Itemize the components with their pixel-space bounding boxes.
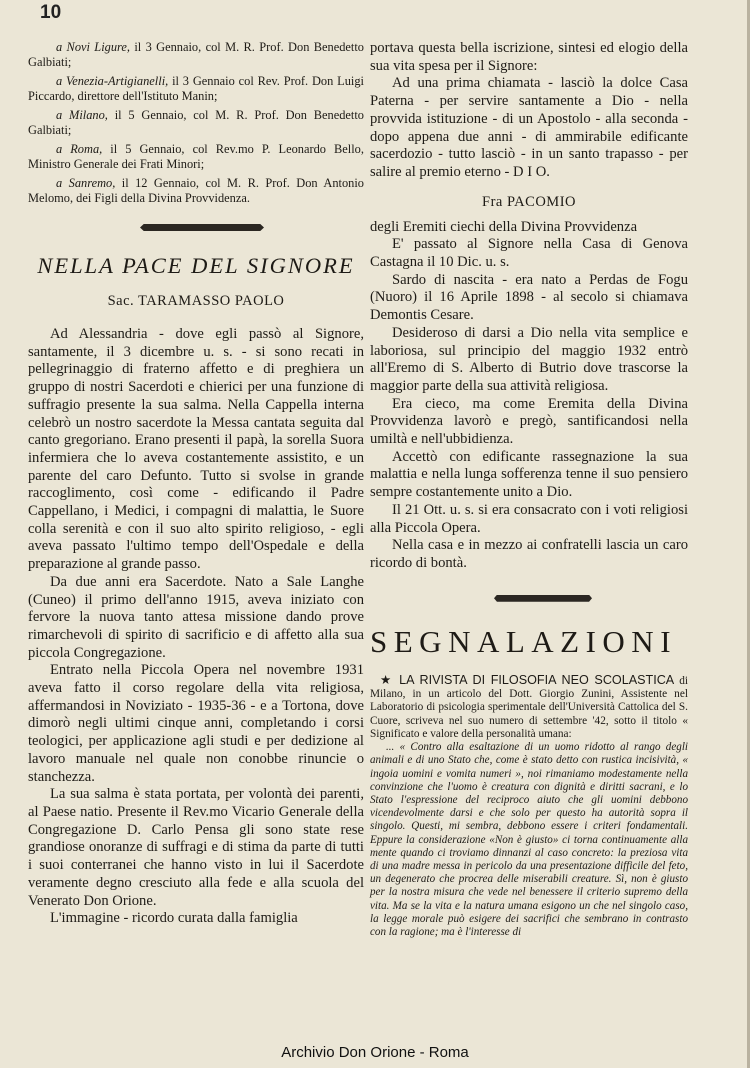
obituary2-paragraph: Nella casa e in mezzo ai confratelli lascia un caro ricordo di bontà. (370, 537, 688, 571)
segnalazioni-quote: ... « Contro alla esaltazione di un uomo ridotto al rango degli animali e di uno Stato che, come è stato detto con rustica incisività, « ingoia uomini e vomita numeri », noi rimaniamo modestamente nella convinzione che l'uomo è creatura con dignità e diritti sacrani, e lo Stato l'espressione del reciproco aiuto che gli uomini debbono vicendevolmente darsi e che solo per questo ha autorità sopra il singolo. Questi, mi sembra, debbono essere i criteri fondamentali. Eppure la considerazione «Non è giusto» ci torna continuamente alla mente quando ci troviamo dinnanzi al caso concreto: la preziosa vita di una madre messa in pericolo da una presentazione difficile del feto, un degenerato che procrea delle miserabili creature. Sì, non è giusto per la nostra misura che vede nel benessere il criterio supremo della vita. Ma se la vita e la natura umana esigono un che nel singolo caso, la legge morale può esigere dei sacrifici che sembrano in contrasto con la ragione; ma è l'interesse di (370, 741, 688, 939)
obituary2-paragraph: Il 21 Ott. u. s. si era consacrato con i voti religiosi alla Piccola Opera. (370, 501, 688, 536)
obituary2-name: Fra PACOMIO (482, 193, 576, 210)
event-item: a Novi Ligure, il 3 Gennaio, col M. R. Prof. Don Benedetto Galbiati; (28, 40, 364, 69)
obituary-paragraph: Ad Alessandria - dove egli passò al Signore, santamente, il 3 dicembre u. s. - si sono recati in pellegrinaggio di fraterno affetto e di preghiera un gruppo di nostri Sacerdoti e chierici per una funzione di suffragio presente la sua salma. Nella Cappella interna celebrò un nostro sacerdote la Messa cantata seguita dal canto gregoriano. Erano presenti il papà, la sorella Suora infermiera che lo aveva costantemente assistito, e un parente del caro Defunto. Tutto si svolse in grande raccoglimento, così come - edificando il Padre Cappellano, i Medici, i compagni di malattia, le Suore colla serenità e con il suo alto spirito religioso, - egli aveva passato l'ultimo tempo dell'Ospedale e della preparazione al grande passo. (28, 326, 364, 573)
obituary2-paragraph: Era cieco, ma come Eremita della Divina Provvidenza lavorò e pregò, santificandosi nella umiltà e nell'ubbidienza. (370, 395, 688, 448)
obituary-paragraph: Da due anni era Sacerdote. Nato a Sale Langhe (Cuneo) il primo dell'anno 1915, aveva iniziato con fervore la nuova tanto attesa missione dando prove rimarchevoli di spirito di sacrificio e di affetto alla sua piccola Congregazione. (28, 573, 364, 661)
right-column (370, 40, 688, 939)
obituary-continuation: portava questa bella iscrizione, sintesi ed elogio della sua vita spesa per il Signore: (370, 40, 688, 74)
obituary-paragraph: L'immagine - ricordo curata dalla famiglia (50, 910, 298, 927)
obituary-title: NELLA PACE DEL SIGNORE (37, 253, 355, 278)
events-list (28, 40, 364, 206)
obituary-paragraph: La sua salma è stata portata, per volontà dei parenti, al Paese natio. Presente il Rev.mo Vicario Generale della Congregazione D. Carlo Pensa gli sono state rese grandiose onoranze di suffragi e di stima da parte di tutti i suoi conterranei che hanno visto in lui il Sacerdote veramente degno cresciuto alla fede e alla scuola del Venerato Don Orione. (28, 786, 364, 909)
obituary2-paragraph: E' passato al Signore nella Casa di Genova Castagna il 10 Dic. u. s. (370, 236, 688, 271)
event-item: a Sanremo, il 12 Gennaio, col M. R. Prof. Don Antonio Melomo, dei Figli della Divina Provvidenza. (28, 176, 364, 205)
obituary-inscription: Ad una prima chiamata - lasciò la dolce Casa Paterna - per servire santamente a Dio - nella provvida istituzione - di un Apostolo - alla seconda - dopo appena due anni - di ammirabile edificante sacerdozio - tutto lasciò - in un santo trapasso - per salire al premio eterno - D I O. (370, 75, 688, 180)
page-number: 10 (40, 2, 62, 23)
obituary2-paragraph: degli Eremiti ciechi della Divina Provvidenza (370, 218, 638, 235)
obituary-paragraph: Entrato nella Piccola Opera nel novembre 1931 aveva fatto il corso regolare della vita religiosa, affermandosi in Noviziato - 1935-36 - e a Tortona, dove dimorò negli ultimi cinque anni, completando i corsi teologici, per applicazione agli studi e per dedizione al lavoro manuale nel quale non conobbe rinuncie o stanchezza. (28, 662, 364, 785)
obituary2-paragraph: Desideroso di darsi a Dio nella vita semplice e laboriosa, sul principio del maggio 1932 entrò all'Eremo di S. Alberto di Butrio dove trascorse la maggior parte della sua attività religiosa. (370, 324, 688, 394)
segnalazioni-lead: ★ LA RIVISTA DI FILOSOFIA NEO SCOLASTICA (380, 672, 675, 687)
event-item: a Venezia-Artigianelli, il 3 Gennaio col Rev. Prof. Don Luigi Piccardo, direttore dell'Istituto Manin; (28, 74, 364, 103)
segnalazioni-title: SEGNALAZIONI (370, 623, 678, 659)
segnalazioni-intro: ★ LA RIVISTA DI FILOSOFIA NEO SCOLASTICA di Milano, in un articolo del Dott. Giorgio Zunini, Assistente nel Laboratorio di psicologia sperimentale dell'Università Cattolica del S. Cuore, scriveva nel suo numero di settembre '42, sotto il titolo « Significato e valore della personalità umana: (370, 672, 688, 740)
left-column (28, 40, 364, 928)
ornament-divider (494, 595, 592, 602)
event-item: a Roma, il 5 Gennaio, col Rev.mo P. Leonardo Bello, Ministro Generale dei Frati Minori; (28, 142, 364, 171)
ornament-divider (140, 224, 264, 231)
obituary2-paragraph: Sardo di nascita - era nato a Perdas de Fogu (Nuoro) il 16 Aprile 1898 - al secolo si chiamava Demontis Cesare. (370, 271, 688, 324)
event-item: a Milano, il 5 Gennaio, col M. R. Prof. Don Benedetto Galbiati; (28, 108, 364, 137)
obituary-author: Sac. TARAMASSO PAOLO (107, 293, 285, 309)
obituary2-paragraph: Accettò con edificante rassegnazione la sua malattia e nella lunga sofferenza tenne il suo pensiero sempre costantemente unito a Dio. (370, 448, 688, 501)
archive-footer: Archivio Don Orione - Roma (281, 1044, 469, 1061)
